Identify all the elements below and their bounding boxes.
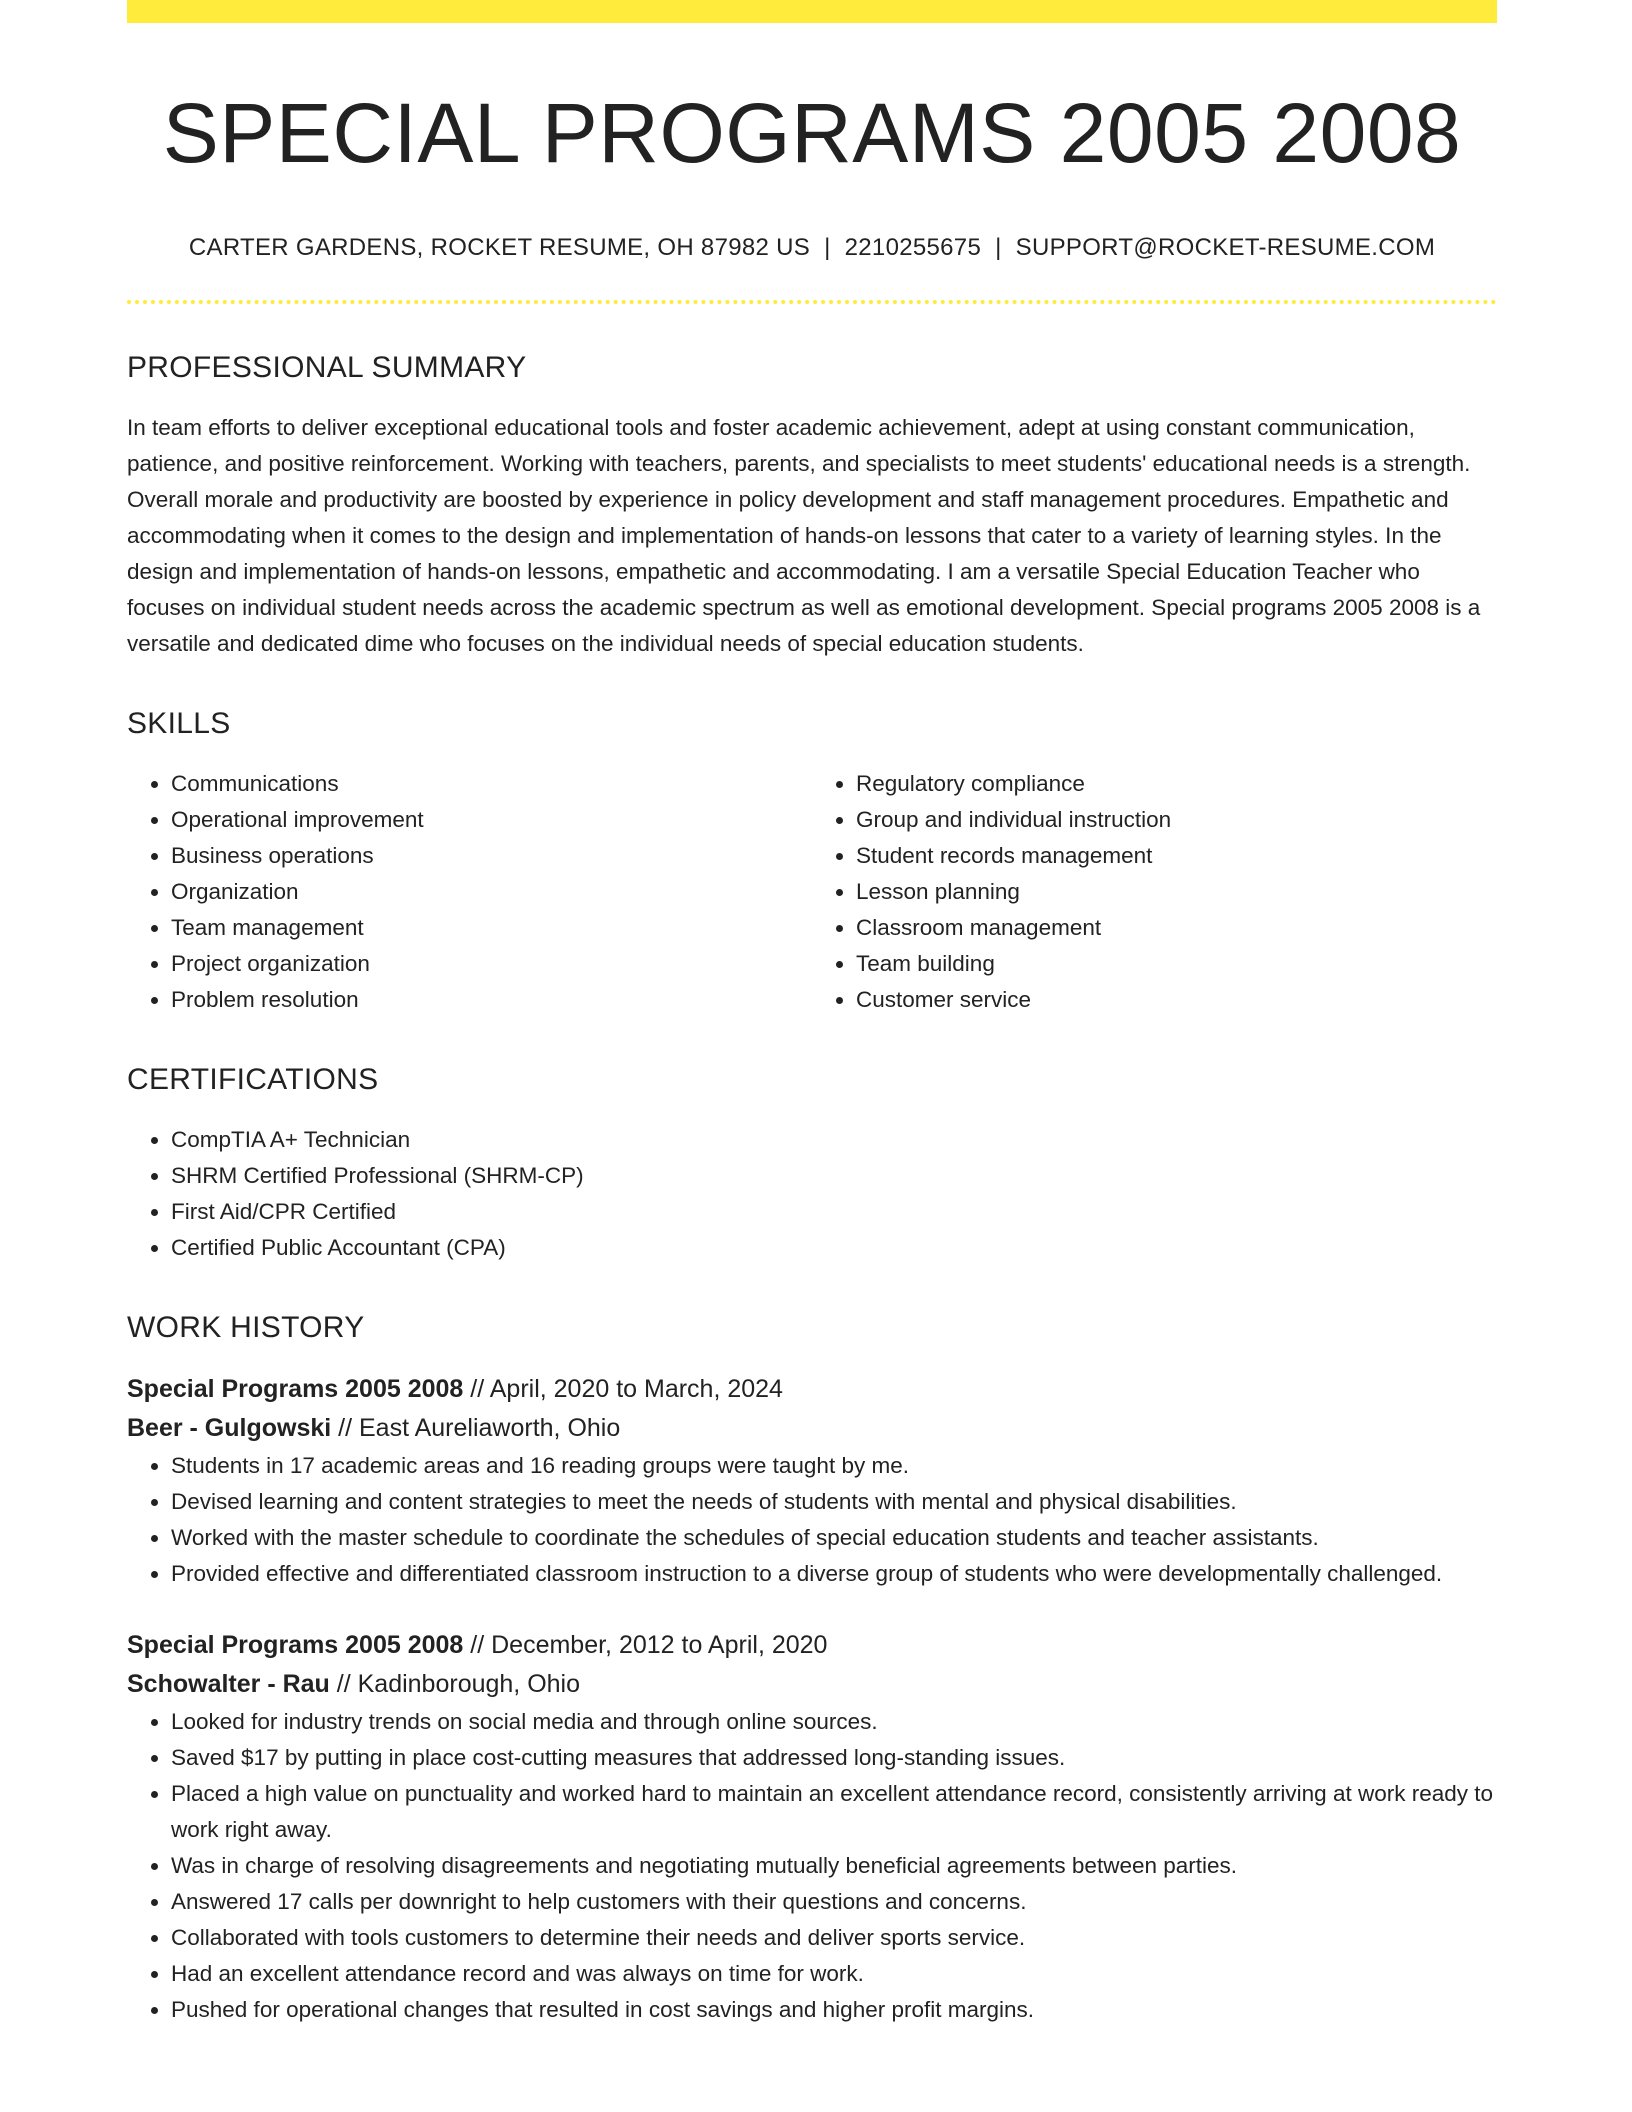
- contact-phone: 2210255675: [844, 233, 982, 261]
- skill-item: • Lesson planning: [856, 874, 1497, 910]
- skill-item: • Regulatory compliance: [856, 766, 1497, 802]
- job-bullet: • Students in 17 academic areas and 16 reading groups were taught by me.: [171, 1448, 1497, 1484]
- job-bullets: [127, 1704, 1497, 2028]
- certifications-list: [127, 1122, 1497, 1266]
- job-bullet: • Pushed for operational changes that resulted in cost savings and higher profit margins.: [171, 1992, 1497, 2028]
- job-dates: // April, 2020 to March, 2024: [470, 1374, 783, 1403]
- skills-left-column: [127, 766, 812, 1018]
- job-entry: [127, 1626, 1497, 2028]
- skill-item: • Organization: [171, 874, 812, 910]
- job-company: Beer - Gulgowski: [127, 1413, 332, 1442]
- skill-item: • Communications: [171, 766, 812, 802]
- certification-item: • SHRM Certified Professional (SHRM-CP): [171, 1158, 1497, 1194]
- job-entry: [127, 1370, 1497, 1592]
- contact-separator: |: [995, 233, 1002, 261]
- job-location: // East Aureliaworth, Ohio: [338, 1413, 621, 1442]
- job-bullet: • Devised learning and content strategies to meet the needs of students with mental and physical disabilities.: [171, 1484, 1497, 1520]
- contact-line: [127, 232, 1497, 263]
- skill-item: • Team building: [856, 946, 1497, 982]
- job-company: Schowalter - Rau: [127, 1669, 330, 1698]
- candidate-name: SPECIAL PROGRAMS 2005 2008: [162, 86, 1462, 180]
- job-company-line: [127, 1409, 1497, 1448]
- skill-item: • Classroom management: [856, 910, 1497, 946]
- contact-address: CARTER GARDENS, ROCKET RESUME, OH 87982 US: [188, 233, 811, 261]
- job-title: Special Programs 2005 2008: [127, 1630, 464, 1659]
- job-bullet: • Placed a high value on punctuality and worked hard to maintain an excellent attendance record, consistently arriving at work ready to work right away.: [171, 1776, 1497, 1848]
- job-bullet: • Had an excellent attendance record and was always on time for work.: [171, 1956, 1497, 1992]
- certifications-heading: CERTIFICATIONS: [127, 1062, 379, 1096]
- job-bullet: • Looked for industry trends on social media and through online sources.: [171, 1704, 1497, 1740]
- job-bullet: • Worked with the master schedule to coordinate the schedules of special education students and teacher assistants.: [171, 1520, 1497, 1556]
- skill-item: • Operational improvement: [171, 802, 812, 838]
- skills-left-list: [127, 766, 812, 1018]
- job-location: // Kadinborough, Ohio: [336, 1669, 581, 1698]
- job-bullet: • Saved $17 by putting in place cost-cutting measures that addressed long-standing issues.: [171, 1740, 1497, 1776]
- skill-item: • Group and individual instruction: [856, 802, 1497, 838]
- job-bullet: • Answered 17 calls per downright to help customers with their questions and concerns.: [171, 1884, 1497, 1920]
- job-title: Special Programs 2005 2008: [127, 1374, 464, 1403]
- job-bullet: • Was in charge of resolving disagreements and negotiating mutually beneficial agreements between parties.: [171, 1848, 1497, 1884]
- skills-right-column: [812, 766, 1497, 1018]
- skill-item: • Project organization: [171, 946, 812, 982]
- job-title-line: [127, 1626, 1497, 1665]
- job-title-line: [127, 1370, 1497, 1409]
- skill-item: • Customer service: [856, 982, 1497, 1018]
- accent-top-bar: [127, 0, 1497, 23]
- skills-right-list: [812, 766, 1497, 1018]
- skills-grid: [127, 766, 1497, 1018]
- skills-heading: SKILLS: [127, 706, 231, 740]
- skill-item: • Business operations: [171, 838, 812, 874]
- contact-email: SUPPORT@ROCKET-RESUME.COM: [1015, 233, 1436, 261]
- job-bullet: • Collaborated with tools customers to determine their needs and deliver sports service.: [171, 1920, 1497, 1956]
- summary-heading: PROFESSIONAL SUMMARY: [127, 350, 527, 384]
- certification-item: • CompTIA A+ Technician: [171, 1122, 1497, 1158]
- dotted-divider: [127, 300, 1497, 304]
- certification-item: • First Aid/CPR Certified: [171, 1194, 1497, 1230]
- job-dates: // December, 2012 to April, 2020: [470, 1630, 828, 1659]
- job-bullets: [127, 1448, 1497, 1592]
- job-bullet: • Provided effective and differentiated classroom instruction to a diverse group of students who were developmentally challenged.: [171, 1556, 1497, 1592]
- job-company-line: [127, 1665, 1497, 1704]
- work-history-heading: WORK HISTORY: [127, 1310, 365, 1344]
- resume-page: [127, 0, 1497, 2062]
- contact-separator: |: [824, 233, 831, 261]
- summary-text: In team efforts to deliver exceptional educational tools and foster academic achievement, adept at using constant communication, patience, and positive reinforcement. Working with teachers, parents, and specialists to meet students' educational needs is a strength. Overall morale and productivity are boosted by experience in policy development and staff management procedures. Empathetic and accommodating when it comes to the design and implementation of hands-on lessons that cater to a variety of learning styles. In the design and implementation of hands-on lessons, empathetic and accommodating. I am a versatile Special Education Teacher who focuses on individual student needs across the academic spectrum as well as emotional development. Special programs 2005 2008 is a versatile and dedicated dime who focuses on the individual needs of special education students.: [127, 414, 1481, 656]
- certification-item: • Certified Public Accountant (CPA): [171, 1230, 1497, 1266]
- skill-item: • Team management: [171, 910, 812, 946]
- skill-item: • Problem resolution: [171, 982, 812, 1018]
- skill-item: • Student records management: [856, 838, 1497, 874]
